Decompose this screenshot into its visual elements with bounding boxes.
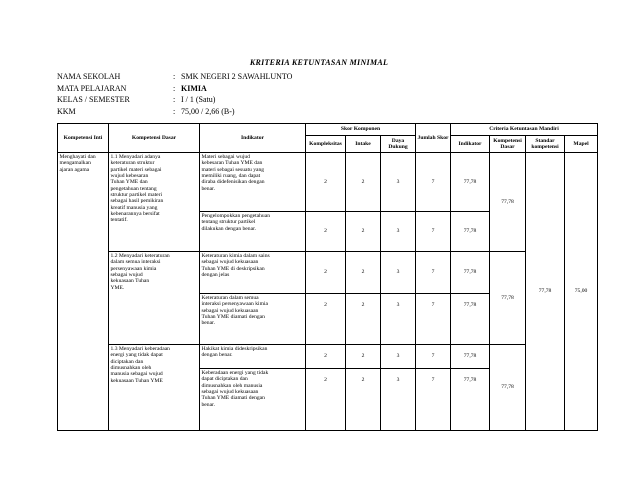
header-kompetensi-dasar: Kompetensi Dasar bbox=[109, 124, 200, 153]
school-info bbox=[57, 71, 292, 117]
header-kriteria-indikator: Indikator bbox=[451, 136, 490, 153]
header-kompetensi-inti: Kompetensi Inti bbox=[58, 124, 109, 153]
info-value: 75,00 / 2,66 (B-) bbox=[181, 106, 235, 116]
indikator-cell: Pengelompokkan pengetahuan tentang struktur partikel dilakukan dengan benar. bbox=[200, 212, 306, 252]
daya-dukung-cell: 3 bbox=[381, 212, 416, 252]
standar-kompetensi-cell: 77,78 bbox=[526, 153, 565, 431]
daya-dukung-cell: 3 bbox=[381, 153, 416, 212]
header-daya-dukung: Daya Dukung bbox=[381, 136, 416, 153]
nilai-indikator-cell: 77,78 bbox=[451, 153, 490, 212]
document-title: KRITERIA KETUNTASAN MINIMAL bbox=[249, 58, 389, 67]
nilai-indikator-cell: 77,78 bbox=[451, 345, 490, 369]
nilai-kd-cell: 77,78 bbox=[490, 252, 526, 345]
jumlah-skor-cell: 7 bbox=[416, 252, 451, 294]
ki-cell: Menghayati dan mengamalkan ajaran agama bbox=[58, 153, 109, 431]
kkm-table bbox=[57, 123, 598, 431]
kd-cell: 1.2 Menyadari keteraturan dalam semua interaksi persenyawaan kimia sebagai wujud kekuasaan Tuhan YME. bbox=[109, 252, 200, 345]
header-skor-komponen: Skor Komponen bbox=[306, 124, 416, 136]
kompleksitas-cell: 2 bbox=[306, 294, 346, 345]
daya-dukung-cell: 3 bbox=[381, 252, 416, 294]
indikator-cell: Hakikat kimia dideskripsikan dengan benar. bbox=[200, 345, 306, 369]
info-label: KKM bbox=[57, 106, 76, 116]
header-mapel: Mapel bbox=[565, 136, 598, 153]
intake-cell: 2 bbox=[346, 369, 381, 431]
intake-cell: 2 bbox=[346, 153, 381, 212]
nilai-kd-cell: 77,78 bbox=[490, 345, 526, 431]
jumlah-skor-cell: 7 bbox=[416, 153, 451, 212]
table-row bbox=[58, 153, 598, 212]
info-row-school: NAMA SEKOLAH : SMK NEGERI 2 SAWAHLUNTO bbox=[57, 72, 293, 81]
info-value: KIMIA bbox=[181, 83, 207, 93]
nilai-indikator-cell: 77,78 bbox=[451, 252, 490, 294]
indikator-cell: Keteraturan dalam semua interaksi persenyawaan kimia sebagai wujud kekuasaan Tuhan YME diamati dengan benar. bbox=[200, 294, 306, 345]
kompleksitas-cell: 2 bbox=[306, 345, 346, 369]
info-row-subject: MATA PELAJARAN : KIMIA bbox=[57, 83, 207, 93]
header-intake: Intake bbox=[346, 136, 381, 153]
kd-cell: 1.3 Menyadari keberadaan energi yang tidak dapat diciptakan dan dimusnahkan oleh manusia sebagai wujud kekuasaan Tuhan YME bbox=[109, 345, 200, 431]
nilai-indikator-cell: 77,78 bbox=[451, 369, 490, 431]
info-row-class: KELAS / SEMESTER : I / 1 (Satu) bbox=[57, 95, 216, 104]
kompleksitas-cell: 2 bbox=[306, 153, 346, 212]
info-row-kkm: KKM : 75,00 / 2,66 (B-) bbox=[57, 106, 235, 116]
jumlah-skor-cell: 7 bbox=[416, 345, 451, 369]
table-row bbox=[58, 345, 598, 369]
info-label: KELAS / SEMESTER bbox=[57, 95, 130, 104]
info-value: I / 1 (Satu) bbox=[181, 95, 216, 104]
info-value: SMK NEGERI 2 SAWAHLUNTO bbox=[181, 72, 293, 81]
intake-cell: 2 bbox=[346, 294, 381, 345]
info-label: MATA PELAJARAN bbox=[57, 83, 127, 93]
indikator-cell: Keteraturan kimia dalam sains sebagai wujud kekuasaan Tuhan YME di deskripsikan dengan jelas bbox=[200, 252, 306, 294]
nilai-indikator-cell: 77,78 bbox=[451, 294, 490, 345]
kd-cell: 1.1 Menyadari adanya keteraturan struktur partikel materi sebagai wujud kebesaran Tuhan YME dan pengetahuan tentang struktur partikel materi sebagai hasil pemikiran kreatif manusia yang kebenarannya bersifat tentatif. bbox=[109, 153, 200, 252]
intake-cell: 2 bbox=[346, 212, 381, 252]
nilai-kd-cell: 77,78 bbox=[490, 153, 526, 252]
header-jumlah-skor: Jumlah Skor bbox=[416, 124, 451, 153]
kompleksitas-cell: 2 bbox=[306, 212, 346, 252]
header-standar-kompetensi: Standar kompetensi bbox=[526, 136, 565, 153]
indikator-cell: Materi sebagai wujud kebesaran Tuhan YME dan materi sebagai sesuatu yang memiliki ruang, dan dapat diraba didefenisikan dengan benar. bbox=[200, 153, 306, 212]
jumlah-skor-cell: 7 bbox=[416, 212, 451, 252]
daya-dukung-cell: 3 bbox=[381, 345, 416, 369]
header-kompleksitas: Kompleksitas bbox=[306, 136, 346, 153]
kompleksitas-cell: 2 bbox=[306, 369, 346, 431]
intake-cell: 2 bbox=[346, 252, 381, 294]
indikator-cell: Keberadaan energi yang tidak dapat diciptakan dan dimusnahkan oleh manusia sebagai wujud kekuasaan Tuhan YME diamati dengan benar. bbox=[200, 369, 306, 431]
header-kriteria-ketuntasan: Criteria Ketuntasan Mandiri bbox=[451, 124, 598, 136]
intake-cell: 2 bbox=[346, 345, 381, 369]
info-label: NAMA SEKOLAH bbox=[57, 72, 121, 81]
nilai-indikator-cell: 77,78 bbox=[451, 212, 490, 252]
kompleksitas-cell: 2 bbox=[306, 252, 346, 294]
daya-dukung-cell: 3 bbox=[381, 369, 416, 431]
jumlah-skor-cell: 7 bbox=[416, 294, 451, 345]
mapel-cell: 75,00 bbox=[565, 153, 598, 431]
daya-dukung-cell: 3 bbox=[381, 294, 416, 345]
table-row bbox=[58, 252, 598, 294]
header-kriteria-kd: Kompetensi Dasar bbox=[490, 136, 526, 153]
header-indikator: Indikator bbox=[200, 124, 306, 153]
jumlah-skor-cell: 7 bbox=[416, 369, 451, 431]
